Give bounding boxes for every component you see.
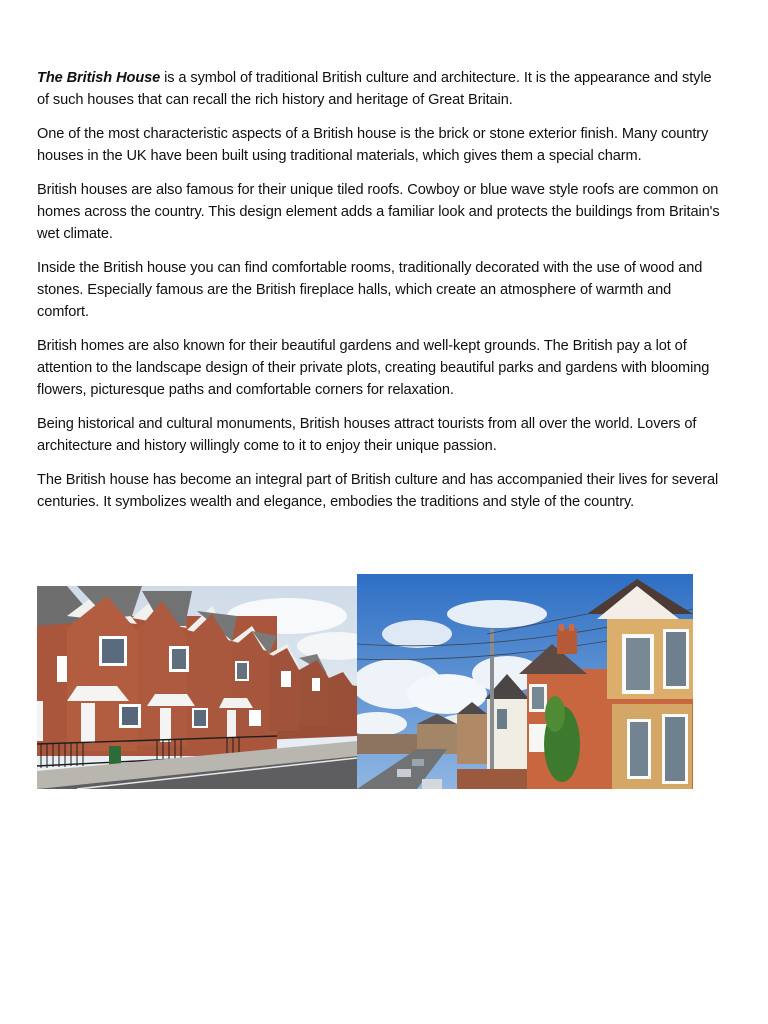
paragraph-3: British houses are also famous for their unique tiled roofs. Cowboy or blue wave style roofs are common on homes across the country. This design element adds a familiar look and protects the buildings from Britain's wet climate. — [37, 182, 720, 242]
paragraph-7: The British house has become an integral part of British culture and has accompanied their lives for several centuries. It symbolizes wealth and elegance, embodies the traditions and style of the country. — [37, 472, 719, 510]
paragraph-6: Being historical and cultural monuments, British houses attract tourists from all over the world. Lovers of architecture and history willingly come to it to enjoy their unique passion. — [37, 416, 697, 454]
paragraph-4: Inside the British house you can find comfortable rooms, traditionally decorated with the use of wood and stones. Especially famous are the British fireplace halls, which create an atmosphere of warmth and comfort. — [37, 260, 703, 320]
paragraph-5: British homes are also known for their beautiful gardens and well-kept grounds. The British pay a lot of attention to the landscape design of their private plots, creating beautiful parks and gardens with blooming flowers, picturesque paths and comfortable corners for relaxation. — [37, 338, 710, 398]
lead-text: is a symbol of traditional British culture and architecture. It is the appearance and style of such houses that can recall the rich history and heritage of Great Britain. — [37, 70, 712, 108]
document-body — [37, 67, 721, 525]
victorian-street-photo — [357, 574, 693, 789]
paragraph-2: One of the most characteristic aspects of a British house is the brick or stone exterior finish. Many country houses in the UK have been built using traditional materials, which gives them a special charm. — [37, 126, 709, 164]
lead-title: The British House — [37, 70, 161, 86]
paragraph-1 — [37, 67, 721, 111]
terraced-houses-photo — [37, 586, 357, 789]
